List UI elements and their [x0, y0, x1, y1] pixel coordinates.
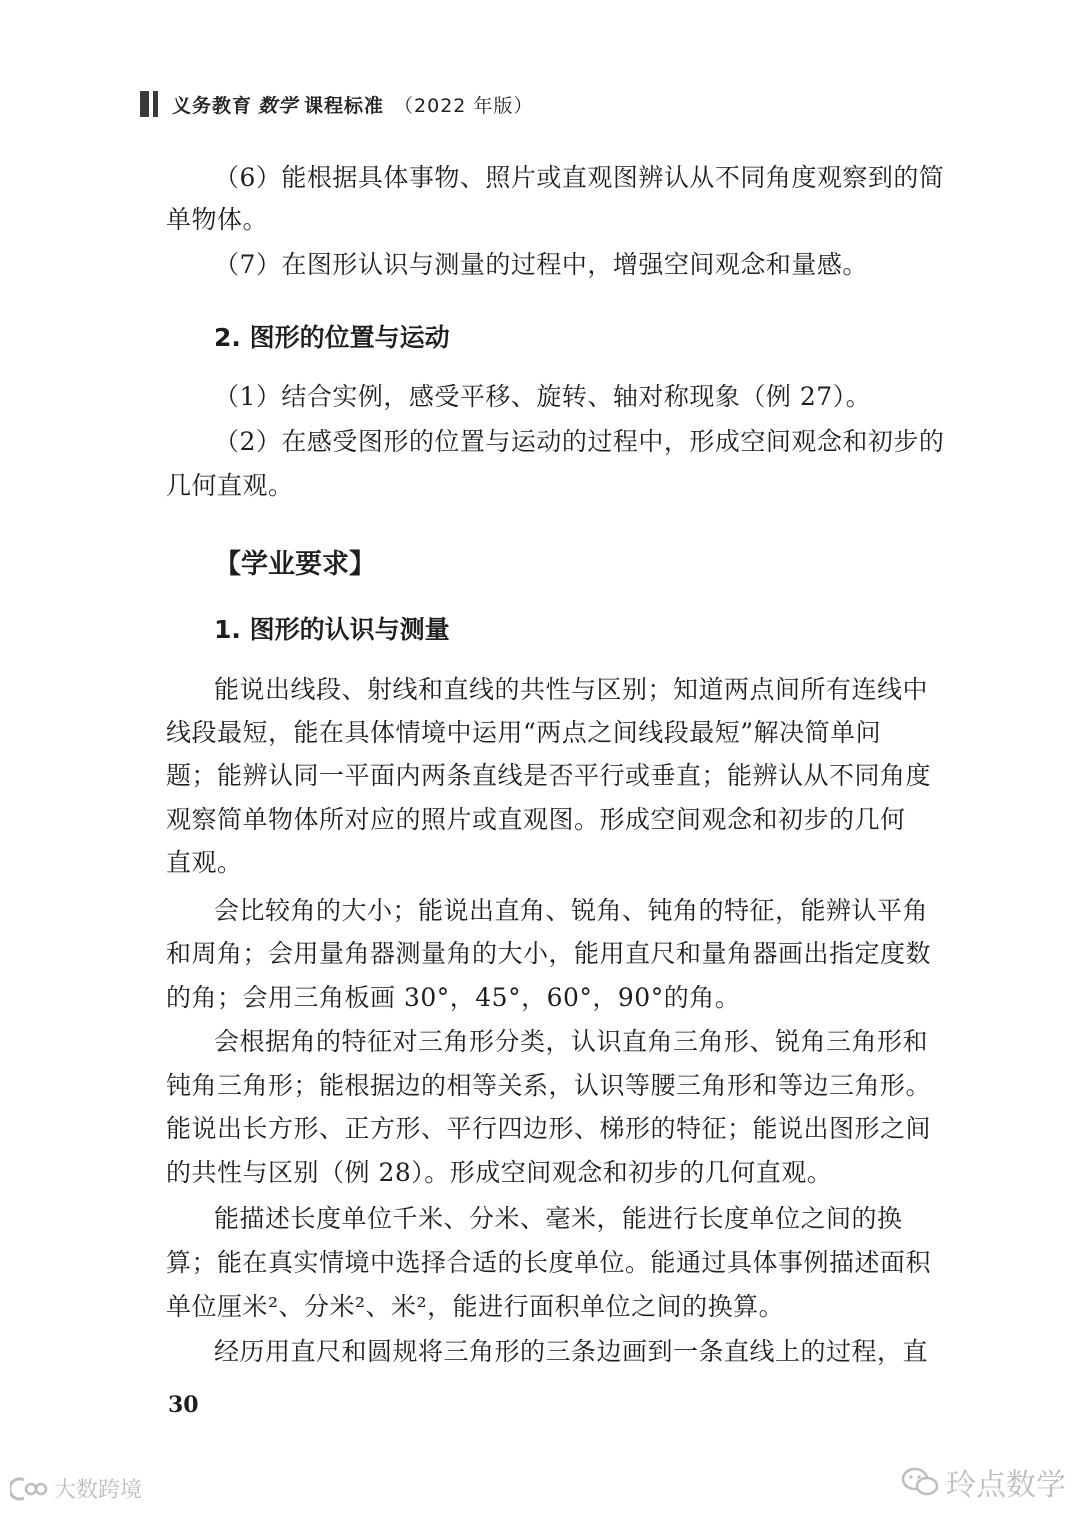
section-heading: 2. 图形的位置与运动	[214, 323, 450, 352]
text-line: 算；能在真实情境中选择合适的长度单位。能通过具体事例描述面积	[166, 1248, 932, 1277]
page-number: 30	[168, 1392, 199, 1418]
text-line: 线段最短，能在具体情境中运用“两点之间线段最短”解决简单问	[166, 718, 882, 747]
running-header	[140, 88, 533, 120]
requirement-heading: 【学业要求】	[214, 549, 376, 580]
text-line: （7）在图形认识与测量的过程中，增强空间观念和量感。	[214, 250, 868, 279]
section-heading: 1. 图形的认识与测量	[214, 615, 450, 644]
text-line: 会根据角的特征对三角形分类，认识直角三角形、锐角三角形和	[214, 1027, 929, 1056]
text-line: 观察简单物体所对应的照片或直观图。形成空间观念和初步的几何	[166, 805, 906, 834]
text-line: 钝角三角形；能根据边的相等关系，认识等腰三角形和等边三角形。	[166, 1071, 932, 1100]
text-line: 直观。	[166, 848, 243, 877]
watermark-left	[10, 1473, 142, 1504]
text-line: （2）在感受图形的位置与运动的过程中，形成空间观念和初步的	[214, 427, 945, 456]
text-line: （1）结合实例，感受平移、旋转、轴对称现象（例 27）。	[214, 382, 872, 411]
text-line: 题；能辨认同一平面内两条直线是否平行或垂直；能辨认从不同角度	[166, 761, 932, 790]
text-line: 单物体。	[166, 205, 269, 234]
watermark-left-text: 大数跨境	[54, 1478, 143, 1503]
text-line: 能说出长方形、正方形、平行四边形、梯形的特征；能说出图形之间	[166, 1114, 932, 1143]
text-line: 几何直观。	[166, 471, 294, 500]
wechat-icon	[900, 1466, 940, 1498]
text-line: 的角；会用三角板画 30°，45°，60°，90°的角。	[166, 983, 741, 1012]
text-line: 能描述长度单位千米、分米、毫米，能进行长度单位之间的换	[214, 1204, 903, 1233]
header-title: 义务教育 数学 课程标准 （2022 年版）	[172, 94, 534, 117]
text-line: 经历用直尺和圆规将三角形的三条边画到一条直线上的过程，直	[214, 1337, 929, 1366]
text-line: 单位厘米²、分米²、米²，能进行面积单位之间的换算。	[166, 1292, 785, 1321]
text-line: 能说出线段、射线和直线的共性与区别；知道两点间所有连线中	[214, 675, 929, 704]
header-bar-icon	[140, 91, 149, 117]
header-bar-icon	[153, 91, 158, 117]
text-line: 和周角；会用量角器测量角的大小，能用直尺和量角器画出指定度数	[166, 939, 932, 968]
logo-icon	[10, 1476, 48, 1502]
text-line: 的共性与区别（例 28）。形成空间观念和初步的几何直观。	[166, 1158, 833, 1187]
text-line: （6）能根据具体事物、照片或直观图辨认从不同角度观察到的简	[214, 163, 945, 192]
watermark-right-text: 玲点数学	[946, 1468, 1066, 1503]
watermark-right	[900, 1460, 1066, 1504]
text-line: 会比较角的大小；能说出直角、锐角、钝角的特征，能辨认平角	[214, 896, 929, 925]
